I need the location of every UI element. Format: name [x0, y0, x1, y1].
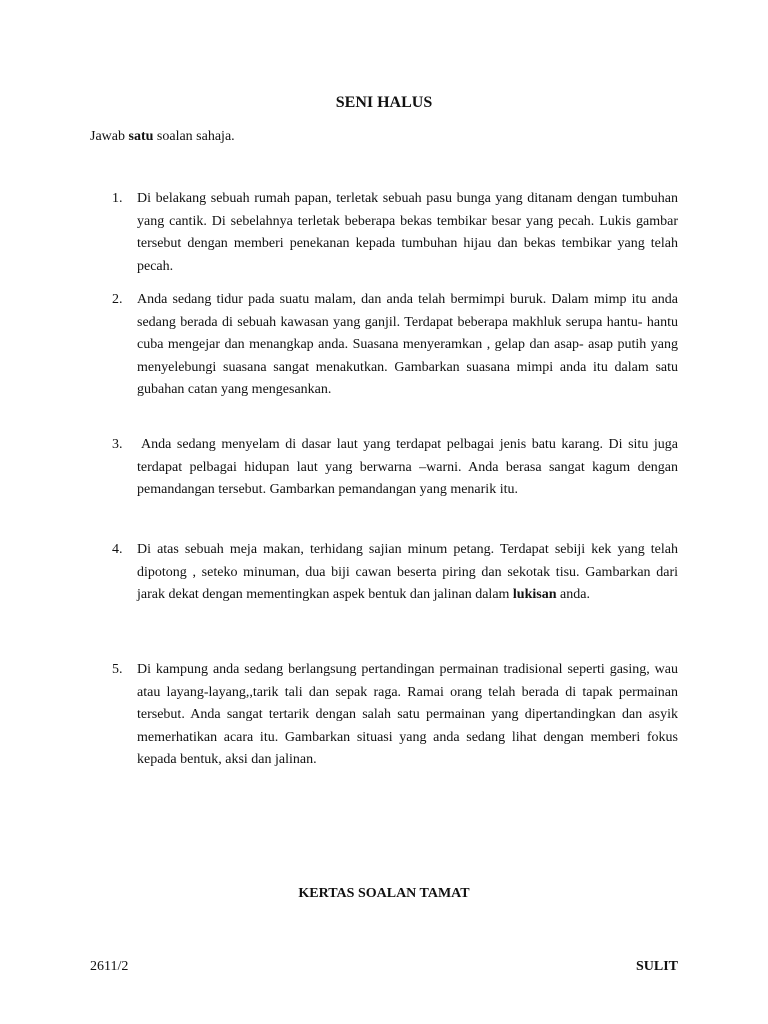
- question-text-suffix: anda.: [556, 587, 590, 602]
- instruction-bold: satu: [128, 129, 154, 144]
- question-number: 5.: [112, 662, 123, 677]
- instruction-suffix: soalan sahaja.: [153, 129, 235, 144]
- question-number: 2.: [112, 292, 123, 307]
- question-number: 4.: [112, 542, 123, 557]
- question-5: [112, 659, 678, 772]
- question-number: 3.: [112, 437, 123, 452]
- document-title: SENI HALUS: [335, 94, 433, 111]
- question-text: Anda sedang menyelam di dasar laut yang terdapat pelbagai jenis batu karang. Di situ juga terdapat pelbagai hidupan laut yang berwarna –warni. Anda berasa sangat kagum dengan pemandangan tersebut. Gambarkan pemandangan yang menarik itu.: [137, 437, 678, 497]
- question-1: [112, 188, 678, 278]
- question-text-main: Di atas sebuah meja makan, terhidang sajian minum petang. Terdapat sebiji kek yang telah dipotong , seteko minuman, dua biji cawan beserta piring dan sekotak tisu. Gambarkan dari jarak dekat dengan mementingkan aspek bentuk dan jalinan dalam: [137, 542, 678, 602]
- question-text: Di belakang sebuah rumah papan, terletak sebuah pasu bunga yang ditanam dengan tumbuhan yang cantik. Di sebelahnya terletak beberapa bekas tembikar besar yang pecah. Lukis gambar tersebut dengan memberi penekanan kepada tumbuhan hijau dan bekas tembikar yang telah pecah.: [137, 191, 678, 274]
- question-number: 1.: [112, 191, 123, 206]
- question-2: [112, 289, 678, 402]
- question-text: Di kampung anda sedang berlangsung pertandingan permainan tradisional seperti gasing, wau atau layang-layang,,tarik tali dan sepak raga. Ramai orang telah berada di tapak permainan tersebut. Anda sangat tertarik dengan salah satu permainan yang dipertandingkan dan asyik memerhatikan acara itu. Gambarkan situasi yang anda sedang lihat dengan memberi fokus kepada bentuk, aksi dan jalinan.: [137, 662, 678, 767]
- end-of-paper-note: KERTAS SOALAN TAMAT: [298, 886, 470, 901]
- question-4: [112, 539, 678, 607]
- question-text-bold: lukisan: [512, 587, 557, 602]
- instruction-text: [90, 129, 235, 145]
- instruction-prefix: Jawab: [90, 129, 129, 144]
- paper-code: 2611/2: [90, 959, 129, 974]
- question-text: Anda sedang tidur pada suatu malam, dan anda telah bermimpi buruk. Dalam mimp itu anda sedang berada di sebuah kawasan yang ganjil. Terdapat beberapa makhluk serupa hantu- hantu cuba mengejar dan menangkap anda. Suasana menyeramkan , gelap dan asap- asap putih yang menyelebungi suasana sangat menakutkan. Gambarkan suasana mimpi anda itu dalam satu gubahan catan yang mengesankan.: [137, 292, 678, 397]
- classification-label: SULIT: [635, 959, 678, 974]
- question-3: [112, 434, 678, 502]
- question-text: [137, 539, 678, 607]
